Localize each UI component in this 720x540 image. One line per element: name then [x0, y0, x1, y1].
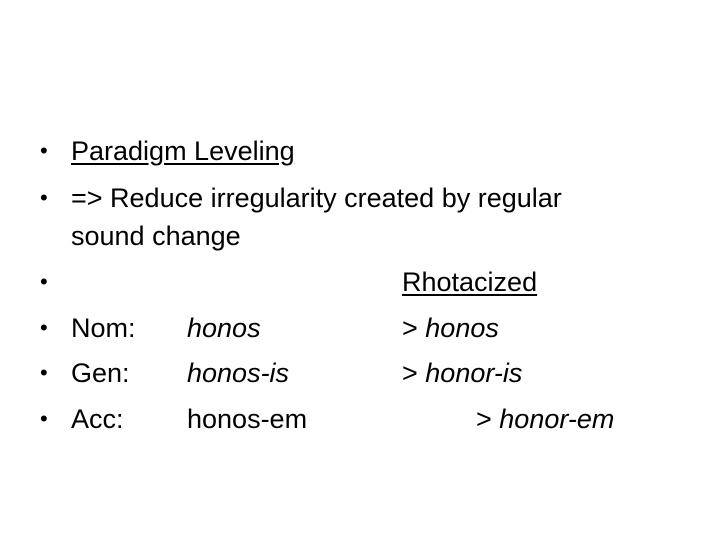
- original-form: honos: [187, 313, 261, 343]
- changed-form-word: honor-is: [425, 358, 523, 388]
- changed-form-word: honor-em: [499, 404, 615, 434]
- column-header-rhotacized: Rhotacized: [402, 267, 538, 297]
- slide-heading: Paradigm Leveling: [71, 136, 295, 166]
- definition-text: => Reduce irregularity created by regular: [71, 183, 562, 213]
- changed-form: > honor-em: [476, 404, 615, 434]
- bullet-icon: •: [40, 138, 48, 163]
- bullet-icon: •: [40, 406, 48, 431]
- bullet-icon: •: [40, 360, 48, 385]
- definition-text-continued: sound change: [71, 221, 241, 251]
- bullet-icon: •: [40, 315, 48, 340]
- changed-form: > honor-is: [402, 358, 523, 388]
- bullet-icon: •: [40, 185, 48, 210]
- case-label: Nom:: [71, 313, 136, 343]
- case-label: Gen:: [71, 358, 130, 388]
- original-form: honos-em: [187, 404, 308, 434]
- changed-form-word: honos: [425, 313, 499, 343]
- case-label: Acc:: [71, 404, 124, 434]
- original-form: honos-is: [187, 358, 290, 388]
- bullet-icon: •: [40, 269, 48, 294]
- changed-form: > honos: [402, 313, 499, 343]
